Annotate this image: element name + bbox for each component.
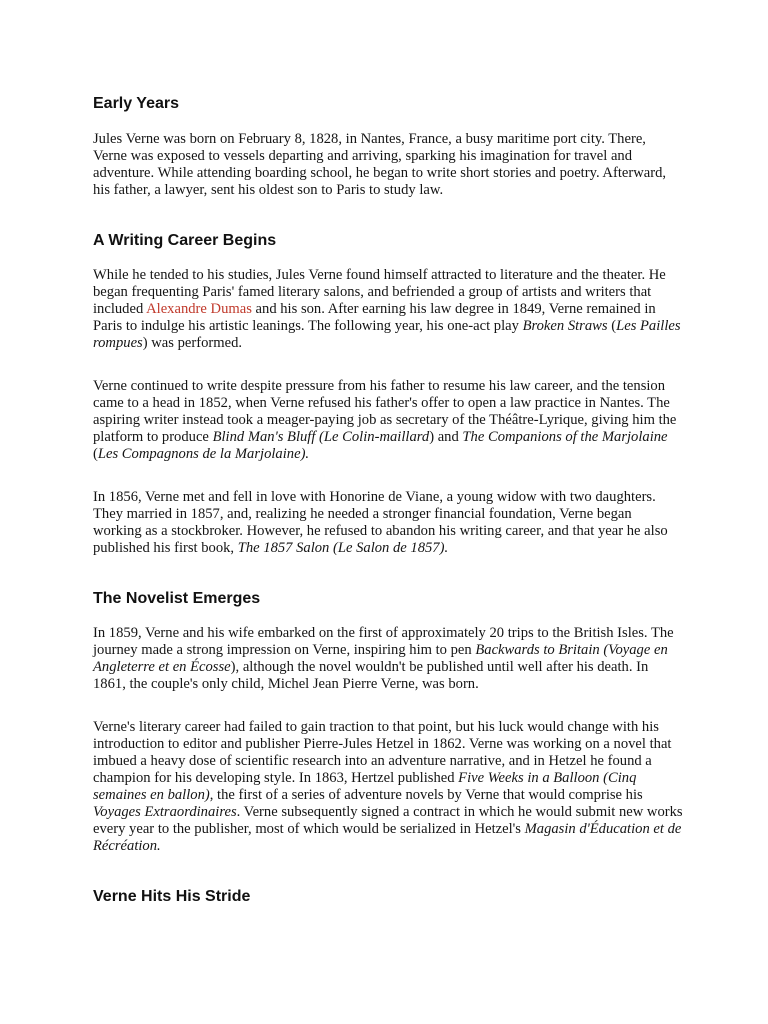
section-heading-early-years: Early Years	[93, 95, 180, 112]
section-heading-writing-career: A Writing Career Begins	[93, 232, 277, 249]
paragraph-career-1: While he tended to his studies, Jules Verne found himself attracted to literature and the theater. He began frequenting Paris' famed literary salons, and befriended a group of artists and writers that included Alexandre Dumas and his son. After earning his law degree in 1849, Verne remained in Paris to indulge his artistic leanings. The following year, his one-act play Broken Straws (Les Pailles rompues) was performed.	[93, 267, 681, 351]
alexandre-dumas-link[interactable]: Alexandre Dumas	[146, 301, 252, 317]
section-heading-novelist-emerges: The Novelist Emerges	[93, 590, 261, 607]
paragraph-career-3: In 1856, Verne met and fell in love with Honorine de Viane, a young widow with two daughters. They married in 1857, and, realizing he needed a stronger financial foundation, Verne began working as a stockbroker. However, he refused to abandon his writing career, and that year he also published his first book, The 1857 Salon (Le Salon de 1857).	[93, 489, 668, 556]
paragraph-career-2: Verne continued to write despite pressure from his father to resume his law career, and the tension came to a head in 1852, when Verne refused his father's offer to open a law practice in Nantes. The aspiring writer instead took a meager-paying job as secretary of the Théâtre-Lyrique, giving him the platform to produce Blind Man's Bluff (Le Colin-maillard) and The Companions of the Marjolaine (Les Compagnons de la Marjolaine).	[93, 378, 677, 462]
document-body	[93, 88, 683, 907]
paragraph-novel-1: In 1859, Verne and his wife embarked on the first of approximately 20 trips to the British Isles. The journey made a strong impression on Verne, inspiring him to pen Backwards to Britain (Voyage en Angleterre et en Écosse), although the novel wouldn't be published until well after his death. In 1861, the couple's only child, Michel Jean Pierre Verne, was born.	[93, 625, 674, 692]
paragraph-novel-2: Verne's literary career had failed to gain traction to that point, but his luck would change with his introduction to editor and publisher Pierre-Jules Hetzel in 1862. Verne was working on a novel that imbued a heavy dose of scientific research into an adventure narrative, and in Hetzel he found a champion for his developing style. In 1863, Hertzel published Five Weeks in a Balloon (Cinq semaines en ballon), the first of a series of adventure novels by Verne that would comprise his Voyages Extraordinaires. Verne subsequently signed a contract in which he would submit new works every year to the publisher, most of which would be serialized in Hetzel's Magasin d'Éducation et de Récréation.	[93, 719, 683, 854]
section-heading-verne-hits-stride: Verne Hits His Stride	[93, 888, 251, 905]
paragraph-early-years: Jules Verne was born on February 8, 1828, in Nantes, France, a busy maritime port city. There, Verne was exposed to vessels departing and arriving, sparking his imagination for travel and adventure. While attending boarding school, he began to write short stories and poetry. Afterward, his father, a lawyer, sent his oldest son to Paris to study law.	[93, 131, 667, 198]
